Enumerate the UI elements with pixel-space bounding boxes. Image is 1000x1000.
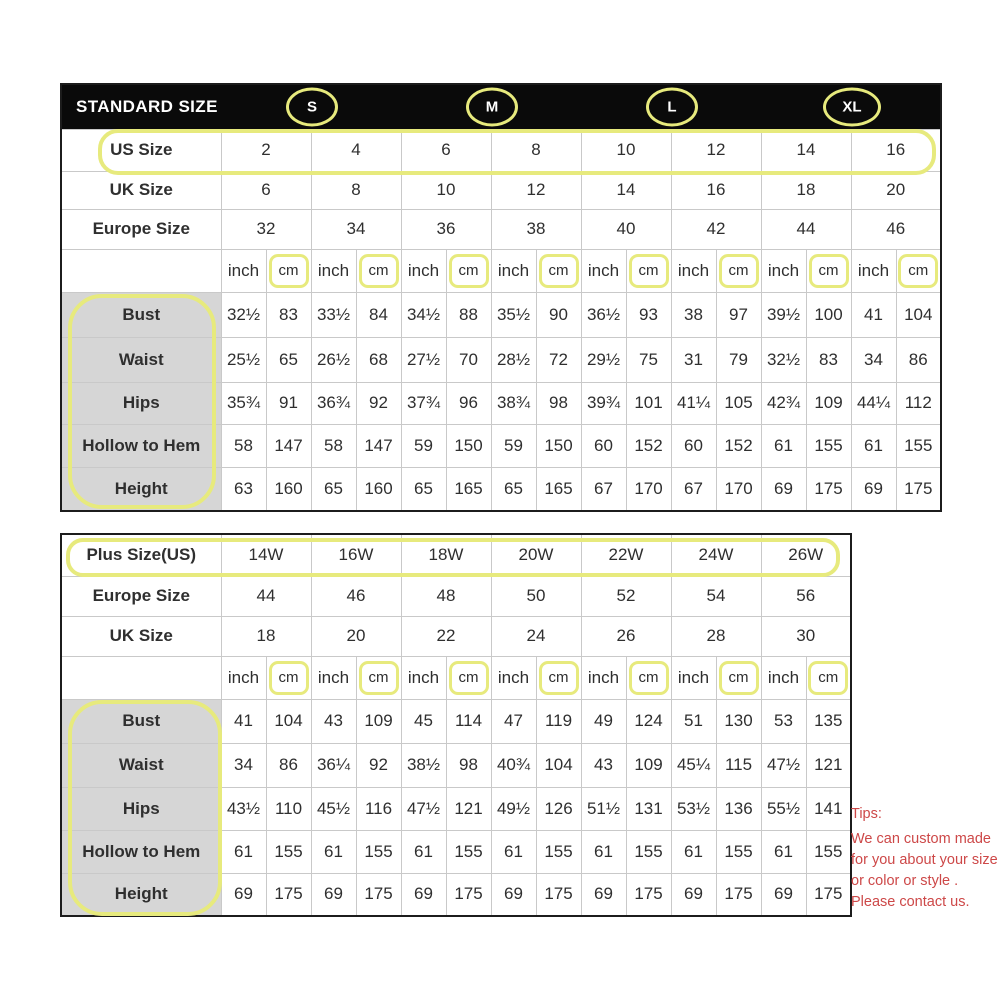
- measure-value-cell: 70: [446, 337, 491, 382]
- size-value-cell: 26: [581, 616, 671, 656]
- measure-value-cell: 38: [671, 292, 716, 337]
- measure-value-cell: 155: [446, 830, 491, 873]
- measure-value-cell: 175: [626, 873, 671, 916]
- measure-value-cell: 155: [716, 830, 761, 873]
- cm-highlight-box: cm: [359, 254, 399, 288]
- measure-value-cell: 60: [581, 424, 626, 467]
- size-value-cell: 52: [581, 576, 671, 616]
- unit-cm-cell: [356, 656, 401, 699]
- measure-value-cell: 69: [761, 873, 806, 916]
- measure-value-cell: 86: [266, 743, 311, 787]
- size-value-cell: 6: [221, 171, 311, 209]
- measure-value-cell: 100: [806, 292, 851, 337]
- size-value-cell: 46: [311, 576, 401, 616]
- unit-cm-cell: [896, 249, 941, 292]
- measure-value-cell: 61: [311, 830, 356, 873]
- measure-value-cell: 43½: [221, 787, 266, 830]
- cm-highlight-box: cm: [449, 254, 489, 288]
- measure-value-cell: 98: [536, 382, 581, 424]
- measure-value-cell: 104: [536, 743, 581, 787]
- table-title: STANDARD SIZE: [76, 96, 218, 116]
- measure-value-cell: 51½: [581, 787, 626, 830]
- cm-highlight-box: cm: [269, 254, 309, 288]
- measure-value-cell: 175: [806, 873, 851, 916]
- measure-value-cell: 36¼: [311, 743, 356, 787]
- measure-value-cell: 61: [851, 424, 896, 467]
- measure-value-cell: 104: [266, 699, 311, 743]
- measure-value-cell: 93: [626, 292, 671, 337]
- measure-label-cell: Hips: [61, 382, 221, 424]
- measure-value-cell: 26½: [311, 337, 356, 382]
- size-value-cell: 2: [221, 129, 311, 171]
- measure-value-cell: 175: [536, 873, 581, 916]
- size-value-cell: 26W: [761, 534, 851, 576]
- measure-value-cell: 110: [266, 787, 311, 830]
- size-group-badge: L: [646, 87, 698, 126]
- unit-inch-cell: inch: [581, 656, 626, 699]
- size-value-cell: 56: [761, 576, 851, 616]
- measure-value-cell: 34: [221, 743, 266, 787]
- empty-label-cell: [61, 656, 221, 699]
- size-value-cell: 18: [221, 616, 311, 656]
- measure-value-cell: 96: [446, 382, 491, 424]
- measure-value-cell: 155: [896, 424, 941, 467]
- measure-value-cell: 72: [536, 337, 581, 382]
- size-group-badge: XL: [823, 87, 881, 126]
- size-value-cell: 18W: [401, 534, 491, 576]
- measure-value-cell: 121: [446, 787, 491, 830]
- measure-value-cell: 67: [581, 467, 626, 511]
- measure-value-cell: 170: [716, 467, 761, 511]
- measure-value-cell: 60: [671, 424, 716, 467]
- cm-highlight-box: cm: [719, 254, 759, 288]
- size-value-cell: 44: [761, 209, 851, 249]
- size-value-cell: 30: [761, 616, 851, 656]
- size-value-cell: 10: [401, 171, 491, 209]
- unit-inch-cell: inch: [221, 249, 266, 292]
- measure-label-cell: Hips: [61, 787, 221, 830]
- unit-inch-cell: inch: [311, 249, 356, 292]
- measure-value-cell: 175: [716, 873, 761, 916]
- measure-value-cell: 58: [221, 424, 266, 467]
- measure-value-cell: 65: [266, 337, 311, 382]
- measure-value-cell: 61: [581, 830, 626, 873]
- size-value-cell: 24: [491, 616, 581, 656]
- measure-value-cell: 97: [716, 292, 761, 337]
- measure-value-cell: 175: [896, 467, 941, 511]
- size-group-badge: M: [466, 87, 518, 126]
- measure-value-cell: 32½: [761, 337, 806, 382]
- measure-value-cell: 38¾: [491, 382, 536, 424]
- size-value-cell: 36: [401, 209, 491, 249]
- measure-value-cell: 69: [761, 467, 806, 511]
- row-label-cell: Europe Size: [61, 576, 221, 616]
- measure-value-cell: 79: [716, 337, 761, 382]
- size-value-cell: 14: [581, 171, 671, 209]
- measure-value-cell: 130: [716, 699, 761, 743]
- measure-label-cell: Bust: [61, 292, 221, 337]
- measure-value-cell: 109: [626, 743, 671, 787]
- measure-value-cell: 116: [356, 787, 401, 830]
- size-value-cell: 4: [311, 129, 401, 171]
- measure-value-cell: 69: [671, 873, 716, 916]
- measure-value-cell: 49½: [491, 787, 536, 830]
- measure-value-cell: 67: [671, 467, 716, 511]
- measure-value-cell: 28½: [491, 337, 536, 382]
- measure-value-cell: 61: [221, 830, 266, 873]
- measure-value-cell: 35½: [491, 292, 536, 337]
- size-value-cell: 28: [671, 616, 761, 656]
- unit-cm-cell: [446, 249, 491, 292]
- cm-highlight-box: cm: [449, 661, 489, 695]
- measure-value-cell: 40¾: [491, 743, 536, 787]
- measure-value-cell: 92: [356, 382, 401, 424]
- measure-value-cell: 175: [446, 873, 491, 916]
- size-value-cell: 10: [581, 129, 671, 171]
- measure-value-cell: 160: [356, 467, 401, 511]
- measure-value-cell: 155: [806, 424, 851, 467]
- cm-highlight-box: cm: [719, 661, 759, 695]
- measure-value-cell: 61: [671, 830, 716, 873]
- measure-value-cell: 69: [401, 873, 446, 916]
- unit-cm-cell: [806, 656, 851, 699]
- measure-value-cell: 136: [716, 787, 761, 830]
- size-value-cell: 20: [851, 171, 941, 209]
- unit-inch-cell: inch: [221, 656, 266, 699]
- measure-value-cell: 61: [491, 830, 536, 873]
- size-value-cell: 16: [851, 129, 941, 171]
- measure-value-cell: 37¾: [401, 382, 446, 424]
- measure-value-cell: 109: [356, 699, 401, 743]
- tips-line: for you about your size: [851, 852, 998, 868]
- unit-cm-cell: [356, 249, 401, 292]
- measure-value-cell: 115: [716, 743, 761, 787]
- measure-value-cell: 41: [221, 699, 266, 743]
- measure-value-cell: 90: [536, 292, 581, 337]
- size-value-cell: 38: [491, 209, 581, 249]
- size-value-cell: 16W: [311, 534, 401, 576]
- cm-highlight-box: cm: [808, 661, 848, 695]
- unit-cm-cell: [446, 656, 491, 699]
- tips-note: [851, 804, 998, 913]
- cm-highlight-box: cm: [809, 254, 849, 288]
- measure-value-cell: 84: [356, 292, 401, 337]
- measure-value-cell: 29½: [581, 337, 626, 382]
- measure-value-cell: 92: [356, 743, 401, 787]
- size-value-cell: 20: [311, 616, 401, 656]
- measure-value-cell: 150: [536, 424, 581, 467]
- measure-value-cell: 47: [491, 699, 536, 743]
- measure-value-cell: 38½: [401, 743, 446, 787]
- measure-value-cell: 152: [716, 424, 761, 467]
- measure-value-cell: 88: [446, 292, 491, 337]
- size-value-cell: 8: [491, 129, 581, 171]
- unit-inch-cell: inch: [401, 249, 446, 292]
- tips-line: We can custom made: [851, 831, 991, 847]
- measure-value-cell: 170: [626, 467, 671, 511]
- row-label-cell: Plus Size(US): [61, 534, 221, 576]
- unit-inch-cell: inch: [581, 249, 626, 292]
- size-value-cell: 12: [491, 171, 581, 209]
- size-value-cell: 48: [401, 576, 491, 616]
- measure-value-cell: 53½: [671, 787, 716, 830]
- empty-label-cell: [61, 249, 221, 292]
- size-value-cell: 32: [221, 209, 311, 249]
- unit-cm-cell: [536, 249, 581, 292]
- measure-value-cell: 175: [806, 467, 851, 511]
- unit-cm-cell: [626, 249, 671, 292]
- measure-value-cell: 175: [356, 873, 401, 916]
- size-value-cell: 24W: [671, 534, 761, 576]
- measure-value-cell: 63: [221, 467, 266, 511]
- measure-value-cell: 44¼: [851, 382, 896, 424]
- measure-value-cell: 147: [356, 424, 401, 467]
- size-value-cell: 50: [491, 576, 581, 616]
- measure-value-cell: 165: [446, 467, 491, 511]
- size-value-cell: 14W: [221, 534, 311, 576]
- measure-label-cell: Hollow to Hem: [61, 830, 221, 873]
- measure-value-cell: 83: [806, 337, 851, 382]
- measure-value-cell: 112: [896, 382, 941, 424]
- measure-value-cell: 33½: [311, 292, 356, 337]
- unit-inch-cell: inch: [671, 249, 716, 292]
- size-value-cell: 44: [221, 576, 311, 616]
- measure-value-cell: 34: [851, 337, 896, 382]
- measure-value-cell: 47½: [401, 787, 446, 830]
- measure-value-cell: 42¾: [761, 382, 806, 424]
- measure-value-cell: 61: [761, 830, 806, 873]
- size-value-cell: 22W: [581, 534, 671, 576]
- cm-highlight-box: cm: [539, 254, 579, 288]
- measure-label-cell: Bust: [61, 699, 221, 743]
- unit-inch-cell: inch: [491, 656, 536, 699]
- measure-label-cell: Hollow to Hem: [61, 424, 221, 467]
- measure-value-cell: 65: [491, 467, 536, 511]
- measure-value-cell: 41: [851, 292, 896, 337]
- measure-label-cell: Waist: [61, 337, 221, 382]
- measure-value-cell: 104: [896, 292, 941, 337]
- measure-value-cell: 105: [716, 382, 761, 424]
- unit-inch-cell: inch: [761, 249, 806, 292]
- measure-value-cell: 155: [806, 830, 851, 873]
- unit-inch-cell: inch: [671, 656, 716, 699]
- cm-highlight-box: cm: [898, 254, 938, 288]
- size-value-cell: 40: [581, 209, 671, 249]
- measure-value-cell: 39½: [761, 292, 806, 337]
- measure-value-cell: 121: [806, 743, 851, 787]
- measure-value-cell: 131: [626, 787, 671, 830]
- measure-value-cell: 61: [761, 424, 806, 467]
- size-value-cell: 14: [761, 129, 851, 171]
- size-value-cell: 46: [851, 209, 941, 249]
- standard-size-grid: [60, 83, 942, 512]
- measure-value-cell: 65: [311, 467, 356, 511]
- plus-size-table: [60, 533, 852, 917]
- measure-value-cell: 27½: [401, 337, 446, 382]
- measure-value-cell: 160: [266, 467, 311, 511]
- size-value-cell: 18: [761, 171, 851, 209]
- size-group-badge: S: [286, 87, 338, 126]
- measure-label-cell: Waist: [61, 743, 221, 787]
- measure-value-cell: 165: [536, 467, 581, 511]
- unit-inch-cell: inch: [851, 249, 896, 292]
- measure-value-cell: 31: [671, 337, 716, 382]
- unit-cm-cell: [716, 656, 761, 699]
- unit-cm-cell: [536, 656, 581, 699]
- measure-value-cell: 83: [266, 292, 311, 337]
- standard-size-table: [60, 83, 942, 512]
- measure-value-cell: 69: [851, 467, 896, 511]
- measure-value-cell: 36½: [581, 292, 626, 337]
- measure-value-cell: 36¾: [311, 382, 356, 424]
- measure-value-cell: 155: [266, 830, 311, 873]
- measure-value-cell: 41¼: [671, 382, 716, 424]
- measure-value-cell: 34½: [401, 292, 446, 337]
- measure-value-cell: 43: [581, 743, 626, 787]
- size-value-cell: 34: [311, 209, 401, 249]
- unit-inch-cell: inch: [761, 656, 806, 699]
- row-label-cell: UK Size: [61, 616, 221, 656]
- size-value-cell: 12: [671, 129, 761, 171]
- measure-value-cell: 152: [626, 424, 671, 467]
- measure-value-cell: 91: [266, 382, 311, 424]
- measure-value-cell: 119: [536, 699, 581, 743]
- measure-value-cell: 155: [536, 830, 581, 873]
- table-title-bar: [61, 84, 941, 129]
- size-value-cell: 42: [671, 209, 761, 249]
- measure-value-cell: 45½: [311, 787, 356, 830]
- size-value-cell: 20W: [491, 534, 581, 576]
- measure-value-cell: 114: [446, 699, 491, 743]
- row-label-cell: Europe Size: [61, 209, 221, 249]
- unit-inch-cell: inch: [491, 249, 536, 292]
- measure-value-cell: 59: [401, 424, 446, 467]
- size-value-cell: 54: [671, 576, 761, 616]
- measure-value-cell: 68: [356, 337, 401, 382]
- measure-value-cell: 109: [806, 382, 851, 424]
- unit-inch-cell: inch: [311, 656, 356, 699]
- measure-value-cell: 45: [401, 699, 446, 743]
- unit-cm-cell: [716, 249, 761, 292]
- size-value-cell: 22: [401, 616, 491, 656]
- cm-highlight-box: cm: [269, 661, 309, 695]
- plus-size-grid: [60, 533, 852, 917]
- measure-value-cell: 32½: [221, 292, 266, 337]
- tips-line: Please contact us.: [851, 894, 970, 910]
- tips-heading: Tips:: [851, 806, 882, 822]
- measure-value-cell: 69: [221, 873, 266, 916]
- measure-value-cell: 75: [626, 337, 671, 382]
- measure-value-cell: 155: [356, 830, 401, 873]
- measure-value-cell: 141: [806, 787, 851, 830]
- cm-highlight-box: cm: [629, 661, 669, 695]
- measure-value-cell: 155: [626, 830, 671, 873]
- measure-label-cell: Height: [61, 873, 221, 916]
- row-label-cell: UK Size: [61, 171, 221, 209]
- size-value-cell: 6: [401, 129, 491, 171]
- measure-value-cell: 47½: [761, 743, 806, 787]
- unit-cm-cell: [266, 249, 311, 292]
- measure-value-cell: 86: [896, 337, 941, 382]
- measure-value-cell: 25½: [221, 337, 266, 382]
- size-value-cell: 8: [311, 171, 401, 209]
- tips-line: or color or style .: [851, 873, 959, 889]
- measure-value-cell: 53: [761, 699, 806, 743]
- measure-value-cell: 175: [266, 873, 311, 916]
- measure-value-cell: 147: [266, 424, 311, 467]
- cm-highlight-box: cm: [629, 254, 669, 288]
- measure-value-cell: 35¾: [221, 382, 266, 424]
- measure-value-cell: 126: [536, 787, 581, 830]
- measure-value-cell: 101: [626, 382, 671, 424]
- measure-value-cell: 150: [446, 424, 491, 467]
- measure-value-cell: 98: [446, 743, 491, 787]
- measure-value-cell: 51: [671, 699, 716, 743]
- measure-label-cell: Height: [61, 467, 221, 511]
- measure-value-cell: 49: [581, 699, 626, 743]
- measure-value-cell: 55½: [761, 787, 806, 830]
- measure-value-cell: 59: [491, 424, 536, 467]
- measure-value-cell: 43: [311, 699, 356, 743]
- measure-value-cell: 45¼: [671, 743, 716, 787]
- measure-value-cell: 124: [626, 699, 671, 743]
- unit-inch-cell: inch: [401, 656, 446, 699]
- measure-value-cell: 69: [581, 873, 626, 916]
- cm-highlight-box: cm: [539, 661, 579, 695]
- unit-cm-cell: [626, 656, 671, 699]
- size-value-cell: 16: [671, 171, 761, 209]
- measure-value-cell: 135: [806, 699, 851, 743]
- measure-value-cell: 69: [311, 873, 356, 916]
- unit-cm-cell: [806, 249, 851, 292]
- measure-value-cell: 61: [401, 830, 446, 873]
- measure-value-cell: 39¾: [581, 382, 626, 424]
- measure-value-cell: 58: [311, 424, 356, 467]
- measure-value-cell: 65: [401, 467, 446, 511]
- measure-value-cell: 69: [491, 873, 536, 916]
- row-label-cell: US Size: [61, 129, 221, 171]
- cm-highlight-box: cm: [359, 661, 399, 695]
- unit-cm-cell: [266, 656, 311, 699]
